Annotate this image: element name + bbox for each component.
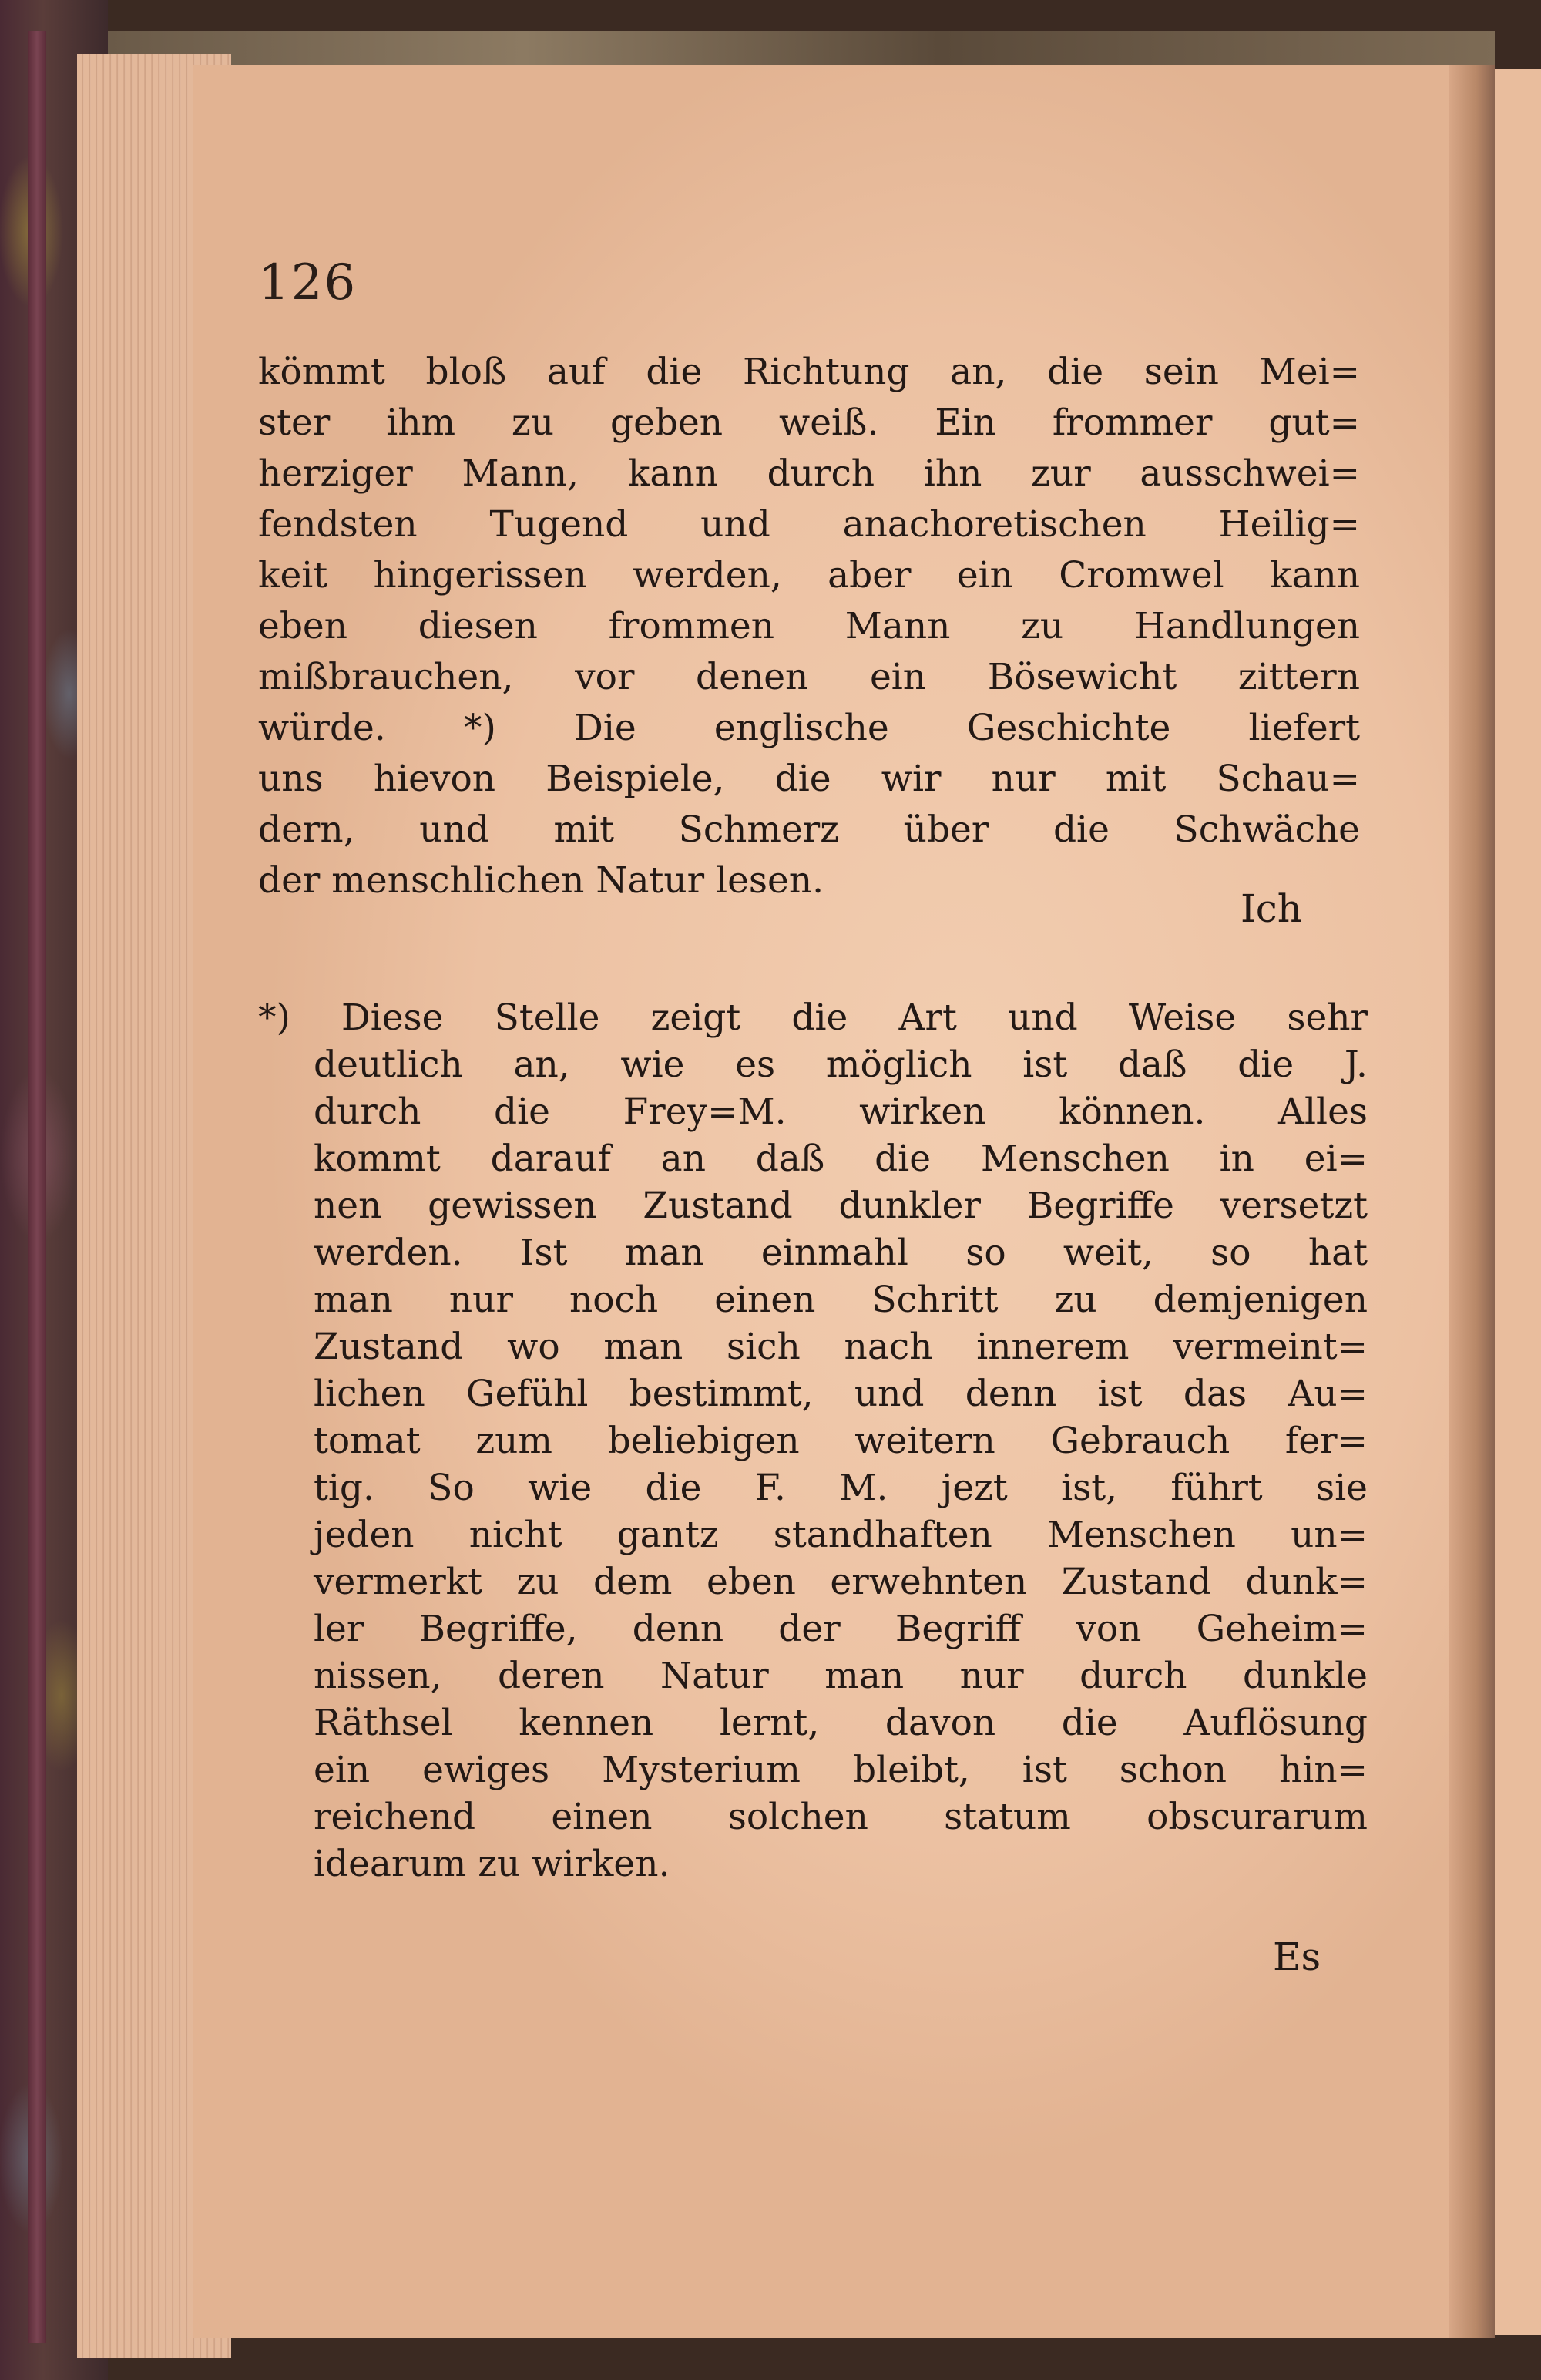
- footnote-line: tig. So wie die F. M. jezt ist, führt sie: [314, 1467, 1368, 1509]
- footnote-line: werden. Ist man einmahl so weit, so hat: [314, 1232, 1368, 1274]
- text-line: mißbrauchen, vor denen ein Bösewicht zittern: [258, 656, 1360, 698]
- text-line: keit hingerissen werden, aber ein Cromwel kann: [258, 554, 1360, 597]
- text-line: eben diesen frommen Mann zu Handlungen: [258, 605, 1360, 647]
- footnote-line: deutlich an, wie es möglich ist daß die J.: [314, 1044, 1368, 1086]
- facing-page-edge: [1487, 69, 1541, 2335]
- footnote-line: nissen, deren Natur man nur durch dunkle: [314, 1655, 1368, 1697]
- footnote-line: Räthsel kennen lernt, davon die Auflösung: [314, 1702, 1368, 1744]
- catchword: Ich: [1241, 886, 1302, 931]
- text-line: der menschlichen Natur lesen.: [258, 859, 824, 902]
- text-line: uns hievon Beispiele, die wir nur mit Schau=: [258, 758, 1360, 800]
- footnote-line: ein ewiges Mysterium bleibt, ist schon hin=: [314, 1749, 1368, 1791]
- footnote-line: vermerkt zu dem eben erwehnten Zustand dunk=: [314, 1561, 1368, 1603]
- footnote-line: durch die Frey=M. wirken können. Alles: [314, 1091, 1368, 1133]
- page-number: 126: [258, 254, 358, 311]
- book-spine-edge: [28, 31, 46, 2343]
- footnote-line: ler Begriffe, denn der Begriff von Geheim=: [314, 1608, 1368, 1650]
- text-line: würde. *) Die englische Geschichte liefert: [258, 707, 1360, 749]
- footnote-line: idearum zu wirken.: [314, 1843, 670, 1885]
- text-line: herziger Mann, kann durch ihn zur ausschwei=: [258, 452, 1360, 495]
- text-line: ster ihm zu geben weiß. Ein frommer gut=: [258, 402, 1360, 444]
- text-line: fendsten Tugend und anachoretischen Heilig=: [258, 503, 1360, 546]
- footnote-line: tomat zum beliebigen weitern Gebrauch fer=: [314, 1420, 1368, 1462]
- text-line: kömmt bloß auf die Richtung an, die sein Mei=: [258, 351, 1360, 393]
- footnote-line: jeden nicht gantz standhaften Menschen un=: [314, 1514, 1368, 1556]
- footnote: [258, 994, 1368, 1888]
- footnote-line: kommt darauf an daß die Menschen in ei=: [314, 1138, 1368, 1180]
- page-gutter: [1449, 65, 1495, 2338]
- footnote-line: Zustand wo man sich nach innerem vermeint=: [314, 1326, 1368, 1368]
- footnote-line: *) Diese Stelle zeigt die Art und Weise sehr: [258, 997, 1368, 1039]
- text-line: dern, und mit Schmerz über die Schwäche: [258, 808, 1360, 851]
- footnote-line: nen gewissen Zustand dunkler Begriffe versetzt: [314, 1185, 1368, 1227]
- footnote-line: reichend einen solchen statum obscurarum: [314, 1796, 1368, 1838]
- main-text: [258, 347, 1360, 906]
- cover-top-strip: [108, 31, 1495, 65]
- footnote-line: lichen Gefühl bestimmt, und denn ist das Au=: [314, 1373, 1368, 1415]
- footnote-line: man nur noch einen Schritt zu demjenigen: [314, 1279, 1368, 1321]
- catchword: Es: [1273, 1935, 1321, 1979]
